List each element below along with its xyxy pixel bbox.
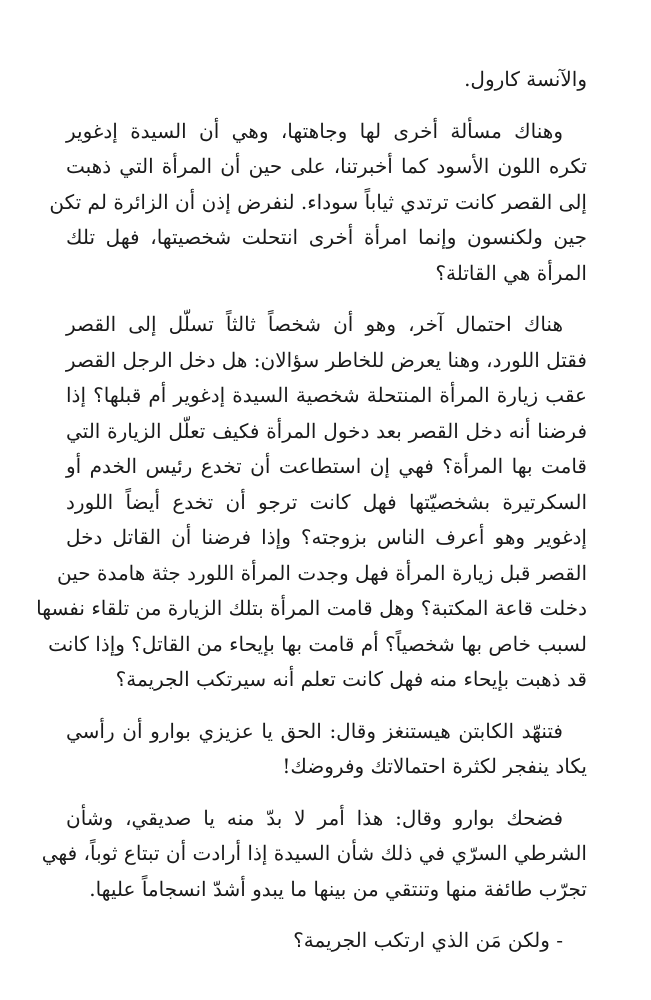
- text-line: السكرتيرة بشخصيّتها فهل كانت ترجو أن تخدع أيضاً اللورد: [66, 489, 587, 514]
- text-line: يكاد ينفجر لكثرة احتمالاتك وفروضك!: [282, 754, 587, 778]
- paragraph-gap: [66, 698, 587, 714]
- text-line: تجرّب طائفة منها وتنتقي من بينها ما يبدو أشدّ انسجاماً عليها.: [89, 876, 587, 901]
- text-line: فضحك بوارو وقال: هذا أمر لا بدّ منه يا صديقي، وشأن: [66, 805, 563, 830]
- paragraph-gap: [66, 907, 587, 923]
- paragraph-gap: [66, 98, 587, 114]
- text-line: فرضنا أنه دخل القصر بعد دخول المرأة فكيف تعلّل الزيارة التي: [66, 418, 587, 443]
- text-line: المرأة هي القاتلة؟: [435, 260, 587, 285]
- text-line: دخلت قاعة المكتبة؟ وهل قامت المرأة بتلك الزيارة من تلقاء نفسها: [36, 596, 587, 620]
- paragraph-1: [66, 62, 587, 98]
- paragraph-2: [49, 114, 587, 292]
- text-line: والآنسة كارول.: [464, 67, 587, 91]
- paragraph-3: [36, 307, 587, 698]
- text-line: فتنهّد الكابتن هيستنغز وقال: الحق يا عزيزي بوارو أن رأسي: [66, 718, 563, 743]
- text-line: جين ولكنسون وإنما امرأة أخرى انتحلت شخصيتها، فهل تلك: [66, 225, 587, 249]
- paragraph-4: [66, 714, 587, 785]
- text-line: قامت بها المرأة؟ فهي إن استطاعت أن تخدع رئيس الخدم أو: [66, 454, 587, 478]
- text-line: - ولكن مَن الذي ارتكب الجريمة؟: [293, 928, 563, 952]
- text-line: إدغوير وهو أعرف الناس بزوجته؟ وإذا فرضنا أن القاتل دخل: [66, 525, 587, 549]
- text-line: عقب زيارة المرأة المنتحلة شخصية السيدة إدغوير أم قبلها؟ إذا: [66, 383, 587, 407]
- paragraph-gap: [66, 785, 587, 801]
- text-line: تكره اللون الأسود كما أخبرتنا، على حين أن المرأة التي ذهبت: [66, 154, 587, 178]
- paragraph-5: [41, 801, 587, 908]
- paragraph-gap: [66, 291, 587, 307]
- paragraph-6: [66, 923, 587, 959]
- text-line: الشرطي السرّي في ذلك شأن السيدة إذا أرادت أن تبتاع ثوباً، فهي: [41, 841, 587, 865]
- text-line: فقتل اللورد، وهنا يعرض للخاطر سؤالان: هل دخل الرجل القصر: [65, 347, 587, 372]
- text-line: قد ذهبت بإيحاء منه فهل كانت تعلم أنه سيرتكب الجريمة؟: [115, 667, 587, 691]
- text-line: وهناك مسألة أخرى لها وجاهتها، وهي أن السيدة إدغوير: [66, 118, 563, 143]
- text-line: القصر قبل زيارة المرأة فهل وجدت المرأة اللورد جثة هامدة حين: [57, 560, 587, 585]
- text-line: لسبب خاص بها شخصياً؟ أم قامت بها بإيحاء من القاتل؟ وإذا كانت: [48, 631, 587, 656]
- text-line: هناك احتمال آخر، وهو أن شخصاً ثالثاً تسلّل إلى القصر: [66, 312, 563, 336]
- text-line: إلى القصر كانت ترتدي ثياباً سوداء. لنفرض إذن أن الزائرة لم تكن: [49, 189, 587, 214]
